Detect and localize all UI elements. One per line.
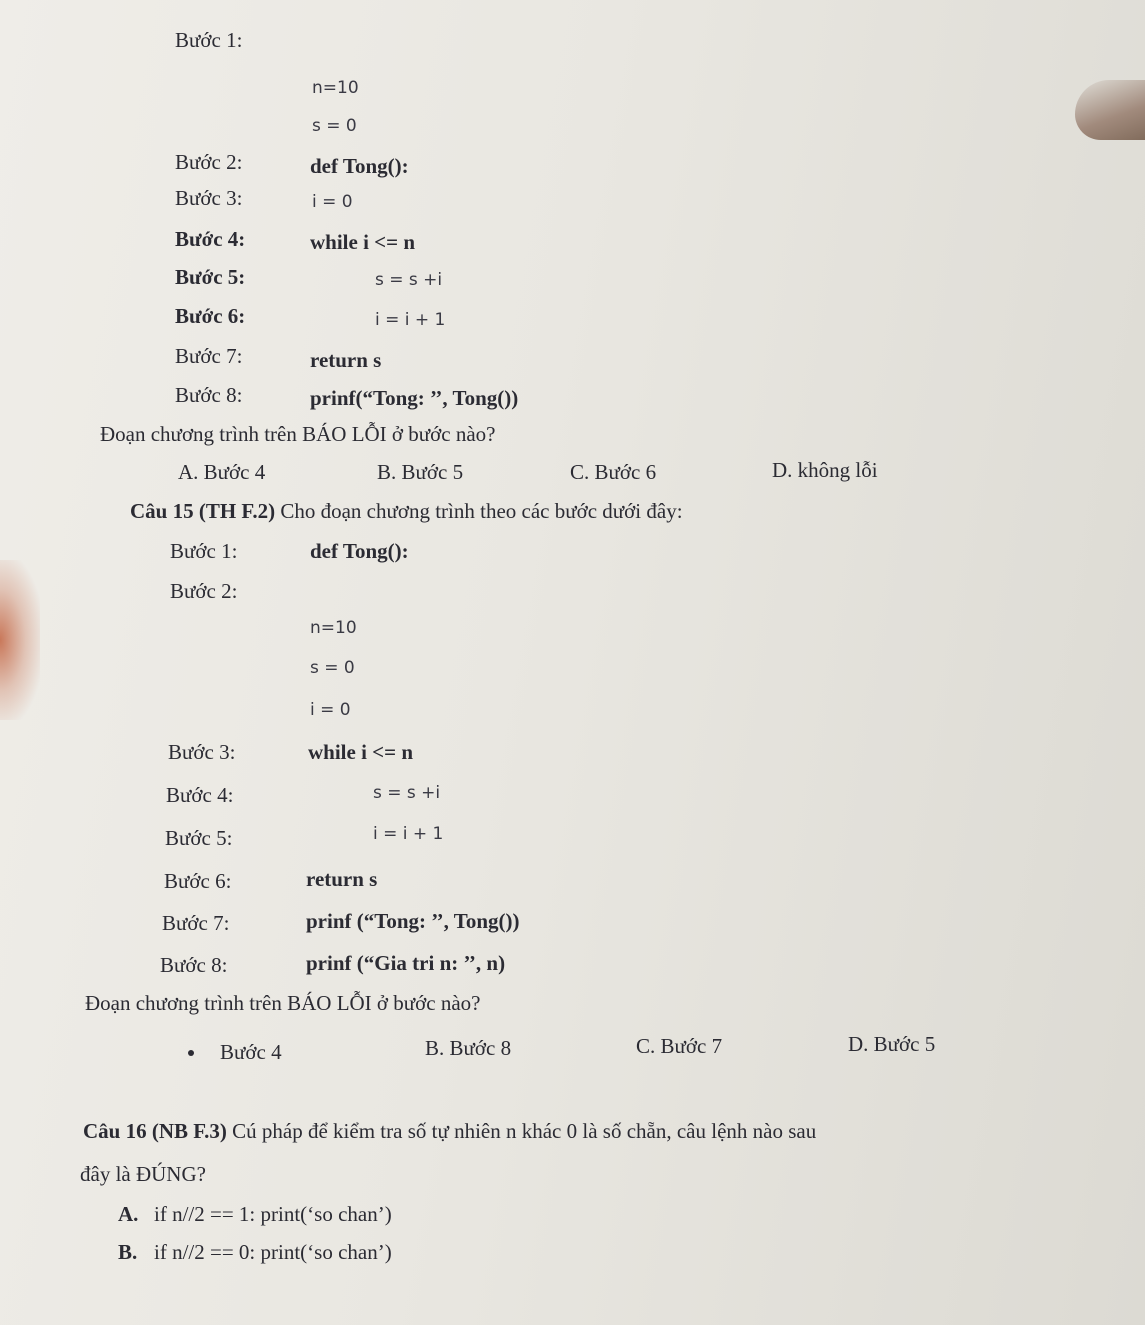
code-line: s = s +i — [375, 270, 443, 290]
step-label: Bước 2: — [175, 150, 243, 174]
code-line: n=10 — [312, 78, 359, 98]
step-label: Bước 6: — [164, 869, 232, 893]
option-b-text[interactable]: if n//2 == 0: print(‘so chan’) — [154, 1240, 392, 1264]
step-label: Bước 1: — [175, 28, 243, 52]
page-corner — [1075, 80, 1145, 140]
option-c[interactable]: C. Bước 7 — [636, 1034, 723, 1058]
step-label: Bước 3: — [168, 740, 236, 764]
bullet-icon — [188, 1050, 194, 1056]
question-number: Câu 16 (NB F.3) — [83, 1119, 227, 1143]
step-label: Bước 5: — [175, 265, 246, 289]
step-label: Bước 3: — [175, 186, 243, 210]
code-line: while i <= n — [310, 230, 416, 254]
question-prompt-line2: đây là ĐÚNG? — [80, 1162, 206, 1186]
code-line: s = s +i — [373, 783, 441, 803]
step-label: Bước 2: — [170, 579, 238, 603]
question-number: Câu 15 (TH F.2) — [130, 499, 276, 523]
code-line: s = 0 — [310, 658, 355, 678]
code-line: i = i + 1 — [373, 824, 444, 844]
option-d[interactable]: D. Bước 5 — [848, 1032, 936, 1056]
code-line: i = 0 — [312, 192, 353, 212]
code-line: prinf (“Gia tri n: ’’, n) — [306, 951, 506, 975]
code-line: return s — [310, 348, 382, 372]
code-line: def Tong(): — [310, 539, 409, 563]
finger-shadow — [0, 560, 40, 720]
code-line: n=10 — [310, 618, 357, 638]
step-label: Bước 6: — [175, 304, 246, 328]
option-b[interactable]: B. Bước 5 — [377, 460, 464, 484]
option-a[interactable]: Bước 4 — [220, 1040, 282, 1064]
option-a[interactable]: A. Bước 4 — [178, 460, 266, 484]
code-line: prinf (“Tong: ’’, Tong()) — [306, 909, 520, 933]
option-c[interactable]: C. Bước 6 — [570, 460, 657, 484]
code-line: while i <= n — [308, 740, 414, 764]
question-prompt: Cú pháp để kiểm tra số tự nhiên n khác 0 là số chẵn, câu lệnh nào sau — [226, 1119, 817, 1143]
question-text: Đoạn chương trình trên BÁO LỖI ở bước nào? — [100, 422, 496, 446]
code-line: def Tong(): — [310, 154, 409, 178]
step-label: Bước 7: — [175, 344, 243, 368]
step-label: Bước 5: — [165, 826, 233, 850]
step-label: Bước 4: — [175, 227, 246, 251]
code-line: s = 0 — [312, 116, 357, 136]
question-heading — [83, 1121, 816, 1142]
step-label: Bước 8: — [175, 383, 243, 407]
step-label: Bước 1: — [170, 539, 238, 563]
step-label: Bước 4: — [166, 783, 234, 807]
question-text: Đoạn chương trình trên BÁO LỖI ở bước nào? — [85, 991, 481, 1015]
step-label: Bước 7: — [162, 911, 230, 935]
question-heading — [130, 501, 683, 522]
code-line: return s — [306, 867, 378, 891]
code-line: i = i + 1 — [375, 310, 446, 330]
code-line: prinf(“Tong: ’’, Tong()) — [310, 386, 519, 410]
step-label: Bước 8: — [160, 953, 228, 977]
option-a-label[interactable]: A. — [118, 1202, 139, 1226]
option-b-label[interactable]: B. — [118, 1240, 138, 1264]
option-a-text[interactable]: if n//2 == 1: print(‘so chan’) — [154, 1202, 392, 1226]
option-b[interactable]: B. Bước 8 — [425, 1036, 512, 1060]
code-line: i = 0 — [310, 700, 351, 720]
option-d[interactable]: D. không lỗi — [772, 458, 878, 482]
question-prompt: Cho đoạn chương trình theo các bước dưới đây: — [275, 499, 683, 523]
